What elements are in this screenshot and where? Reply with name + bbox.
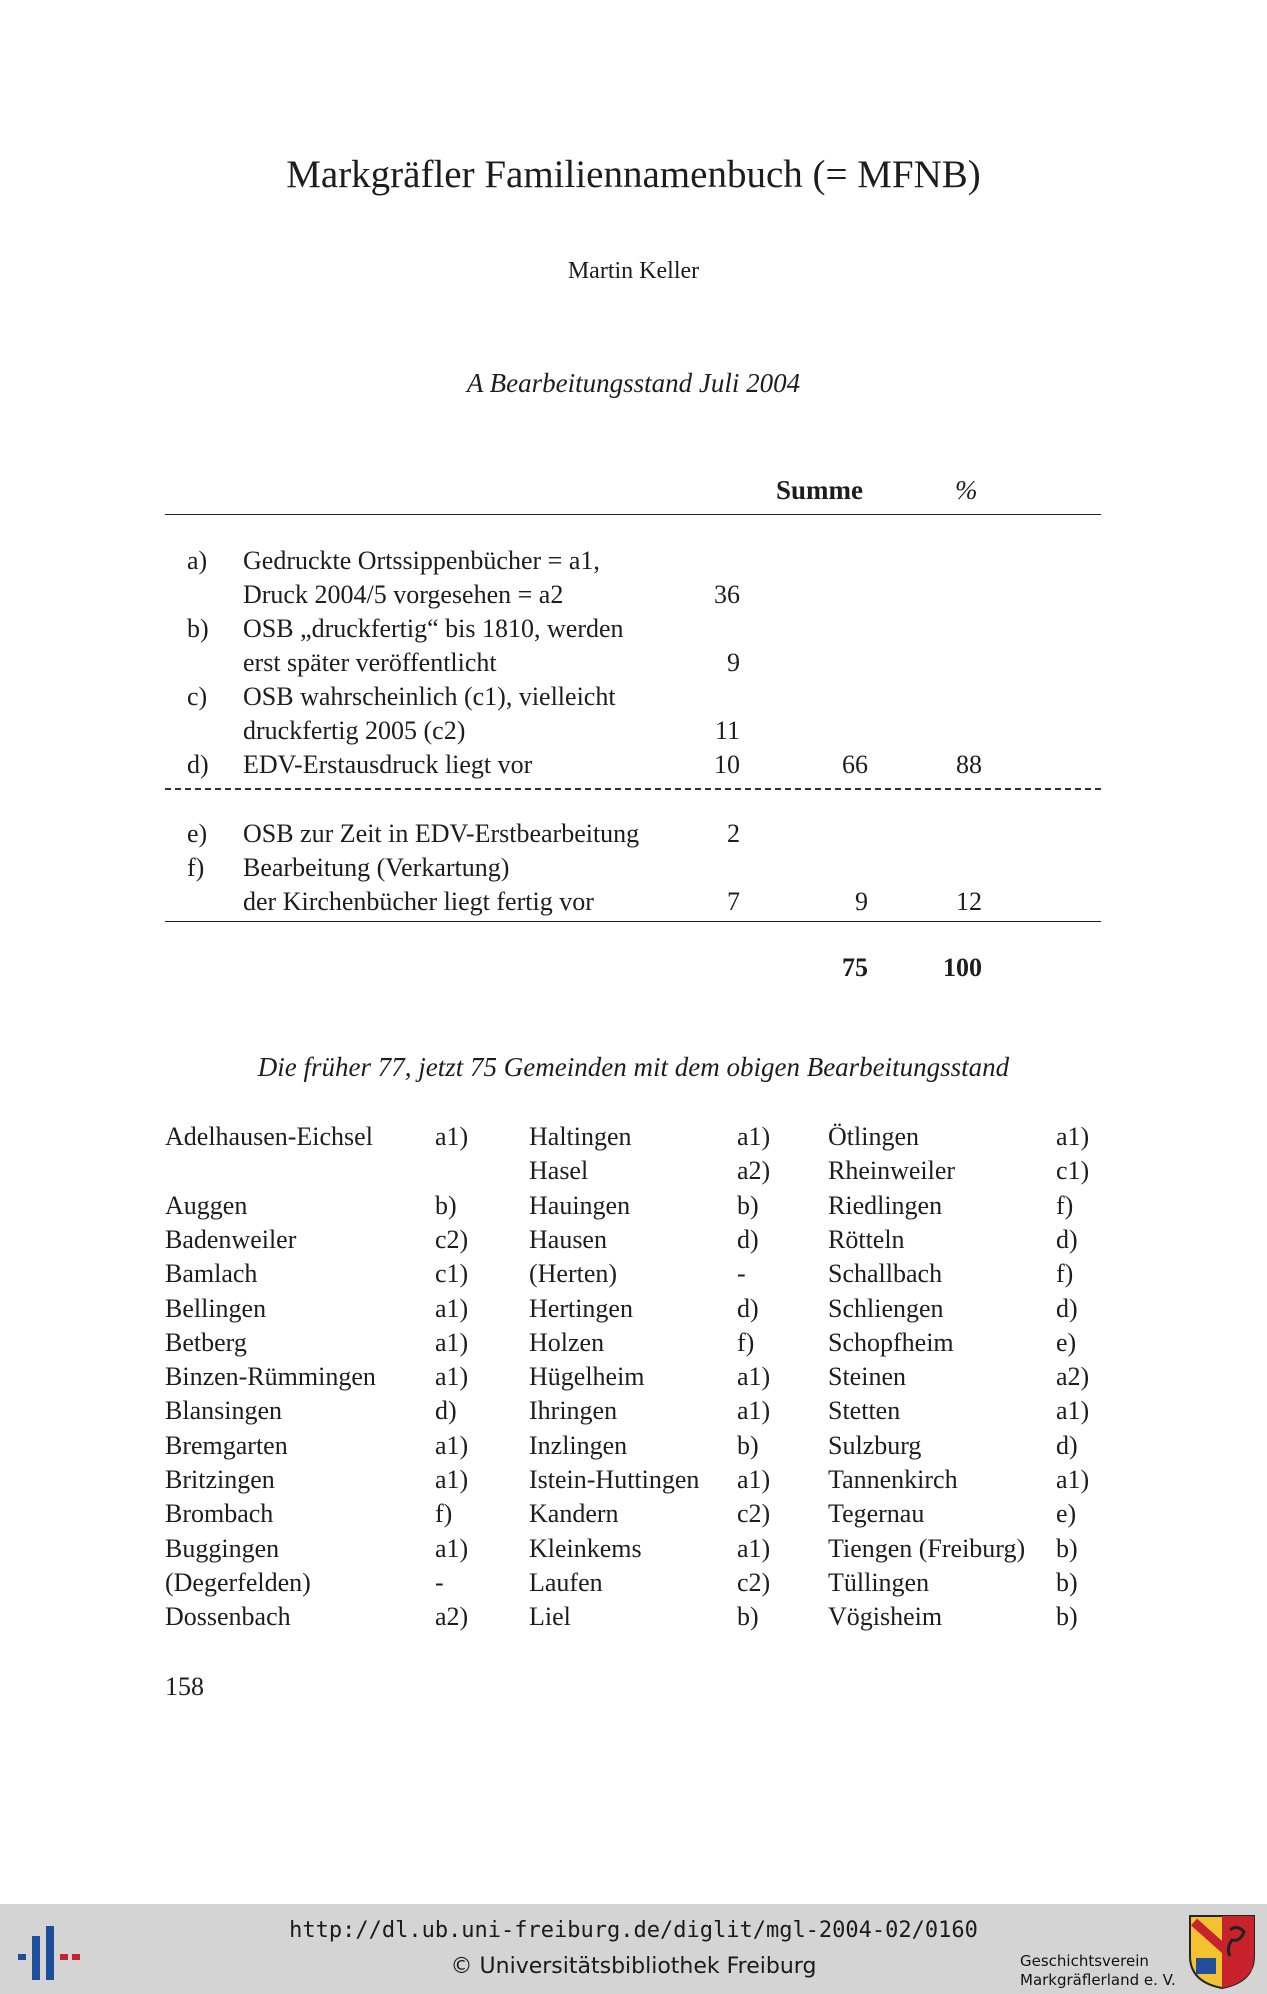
row-description: druckfertig 2005 (c2) [243, 716, 466, 745]
municipality-name: Kandern [529, 1499, 619, 1528]
municipality-status-code: c2) [737, 1499, 771, 1528]
row-key: e) [187, 819, 208, 848]
row-count: 2 [727, 819, 740, 848]
municipality-name: Tiengen (Freiburg) [828, 1534, 1026, 1563]
municipality-name: Brombach [165, 1499, 274, 1528]
municipality-name: Betberg [165, 1328, 247, 1357]
row-sum: 9 [855, 887, 868, 916]
municipality-status-code: b) [1056, 1568, 1078, 1597]
table-top-rule [165, 514, 1101, 515]
page-title: Markgräfler Familiennamenbuch (= MFNB) [286, 153, 981, 196]
row-count: 36 [714, 580, 740, 609]
municipality-name: Tüllingen [828, 1568, 930, 1597]
row-key: b) [187, 614, 209, 643]
municipality-name: Kleinkems [529, 1534, 642, 1563]
municipality-status-code: d) [737, 1225, 759, 1254]
row-description: OSB „druckfertig“ bis 1810, werden [243, 614, 624, 643]
municipality-status-code: a2) [737, 1156, 771, 1185]
municipality-status-code: a1) [435, 1534, 469, 1563]
row-percent: 88 [956, 750, 982, 779]
municipality-name: Binzen-Rümmingen [165, 1362, 376, 1391]
total-sum: 75 [842, 953, 868, 982]
municipality-status-code: a1) [435, 1362, 469, 1391]
municipality-status-code: c2) [737, 1568, 771, 1597]
footer-organization [1020, 1952, 1176, 1990]
municipality-name: Rötteln [828, 1225, 905, 1254]
coat-of-arms-icon [1186, 1912, 1258, 1990]
municipality-status-code: a2) [1056, 1362, 1090, 1391]
row-key: d) [187, 750, 209, 779]
municipality-status-code: a1) [435, 1294, 469, 1323]
municipality-name: Schallbach [828, 1259, 943, 1288]
municipality-name: Dossenbach [165, 1602, 291, 1631]
municipality-status-code: d) [435, 1396, 457, 1425]
municipality-name: Schopfheim [828, 1328, 954, 1357]
municipality-name: Buggingen [165, 1534, 280, 1563]
municipality-status-code: f) [737, 1328, 755, 1357]
municipality-name: Istein-Huttingen [529, 1465, 700, 1494]
municipality-status-code: b) [737, 1431, 759, 1460]
row-count: 10 [714, 750, 740, 779]
page-number: 158 [165, 1672, 204, 1701]
municipality-status-code: b) [435, 1191, 457, 1220]
row-description: EDV-Erstausdruck liegt vor [243, 750, 533, 779]
municipality-name: Bamlach [165, 1259, 258, 1288]
municipality-status-code: a1) [435, 1465, 469, 1494]
municipality-status-code: a1) [737, 1396, 771, 1425]
municipality-status-code: f) [435, 1499, 453, 1528]
footer-bar [0, 1904, 1267, 1994]
row-description: OSB wahrscheinlich (c1), vielleicht [243, 682, 616, 711]
municipality-name: (Degerfelden) [165, 1568, 311, 1597]
table-bottom-rule [165, 921, 1101, 922]
municipality-name: Bellingen [165, 1294, 267, 1323]
municipality-name: Ihringen [529, 1396, 618, 1425]
municipality-name: Laufen [529, 1568, 603, 1597]
municipality-name: Hügelheim [529, 1362, 645, 1391]
municipality-status-code: a1) [435, 1122, 469, 1151]
municipality-name: Rheinweiler [828, 1156, 956, 1185]
municipality-status-code: c2) [435, 1225, 469, 1254]
municipality-status-code: a2) [435, 1602, 469, 1631]
municipality-status-code: a1) [435, 1328, 469, 1357]
municipality-name: Blansingen [165, 1396, 282, 1425]
municipality-status-code: b) [737, 1602, 759, 1631]
municipality-status-code: d) [1056, 1431, 1078, 1460]
municipality-name: Ötlingen [828, 1122, 919, 1151]
municipality-status-code: b) [1056, 1602, 1078, 1631]
municipality-status-code: c1) [435, 1259, 469, 1288]
municipality-status-code: a1) [1056, 1396, 1090, 1425]
row-description: Bearbeitung (Verkartung) [243, 853, 510, 882]
table-dashed-divider [165, 788, 1101, 790]
row-count: 9 [727, 648, 740, 677]
municipality-status-code: d) [737, 1294, 759, 1323]
row-percent: 12 [956, 887, 982, 916]
municipality-name: Hertingen [529, 1294, 633, 1323]
municipality-name: Auggen [165, 1191, 248, 1220]
municipality-name: Bremgarten [165, 1431, 288, 1460]
municipality-status-code: - [737, 1259, 746, 1288]
municipality-status-code: f) [1056, 1259, 1074, 1288]
total-percent: 100 [943, 953, 982, 982]
municipality-name: Steinen [828, 1362, 906, 1391]
municipality-name: Hausen [529, 1225, 607, 1254]
municipality-status-code: a1) [435, 1431, 469, 1460]
municipality-name: Haltingen [529, 1122, 632, 1151]
municipality-status-code: d) [1056, 1225, 1078, 1254]
municipality-status-code: b) [1056, 1534, 1078, 1563]
row-count: 7 [727, 887, 740, 916]
municipality-name: Schliengen [828, 1294, 944, 1323]
municipality-status-code: d) [1056, 1294, 1078, 1323]
municipality-status-code: a1) [737, 1362, 771, 1391]
row-description: der Kirchenbücher liegt fertig vor [243, 887, 594, 916]
row-key: c) [187, 682, 208, 711]
row-key: f) [187, 853, 205, 882]
municipality-name: Badenweiler [165, 1225, 297, 1254]
municipality-name: Tannenkirch [828, 1465, 958, 1494]
row-description: erst später veröffentlicht [243, 648, 497, 677]
row-description: OSB zur Zeit in EDV-Erstbearbeitung [243, 819, 640, 848]
municipality-name: Hasel [529, 1156, 589, 1185]
municipality-status-code: a1) [737, 1465, 771, 1494]
municipality-name: Stetten [828, 1396, 901, 1425]
footer-org-line1: Geschichtsverein [1020, 1952, 1149, 1970]
row-sum: 66 [842, 750, 868, 779]
author-name: Martin Keller [567, 258, 700, 284]
municipality-name: Inzlingen [529, 1431, 628, 1460]
row-count: 11 [714, 716, 740, 745]
column-header-percent: % [955, 475, 978, 505]
municipality-name: Sulzburg [828, 1431, 922, 1460]
municipality-name: Vögisheim [828, 1602, 943, 1631]
footer-url[interactable]: http://dl.ub.uni-freiburg.de/diglit/mgl-2004-02/0160 [289, 1918, 978, 1943]
municipality-status-code: f) [1056, 1191, 1074, 1220]
row-key: a) [187, 546, 208, 575]
row-description: Druck 2004/5 vorgesehen = a2 [243, 580, 564, 609]
municipality-status-code: c1) [1056, 1156, 1090, 1185]
municipality-name: Holzen [529, 1328, 605, 1357]
municipality-status-code: a1) [1056, 1465, 1090, 1494]
column-header-summe: Summe [776, 475, 863, 505]
municipality-status-code: e) [1056, 1328, 1077, 1357]
municipalities-caption: Die früher 77, jetzt 75 Gemeinden mit dem obigen Bearbeitungsstand [257, 1052, 1010, 1082]
municipality-name: Adelhausen-Eichsel [165, 1122, 373, 1151]
row-description: Gedruckte Ortssippenbücher = a1, [243, 546, 600, 575]
municipality-name: Liel [529, 1602, 571, 1631]
municipality-status-code: a1) [1056, 1122, 1090, 1151]
municipality-status-code: - [435, 1568, 444, 1597]
municipality-name: Britzingen [165, 1465, 275, 1494]
municipality-name: Riedlingen [828, 1191, 943, 1220]
municipality-status-code: e) [1056, 1499, 1077, 1528]
municipality-status-code: a1) [737, 1534, 771, 1563]
municipality-status-code: a1) [737, 1122, 771, 1151]
footer-org-line2: Markgräflerland e. V. [1020, 1971, 1176, 1989]
municipality-name: Tegernau [828, 1499, 925, 1528]
section-heading: A Bearbeitungsstand Juli 2004 [466, 368, 801, 398]
municipality-name: Hauingen [529, 1191, 631, 1220]
municipality-status-code: b) [737, 1191, 759, 1220]
municipality-name: (Herten) [529, 1259, 618, 1288]
footer-copyright: © Universitätsbibliothek Freiburg [450, 1954, 817, 1979]
